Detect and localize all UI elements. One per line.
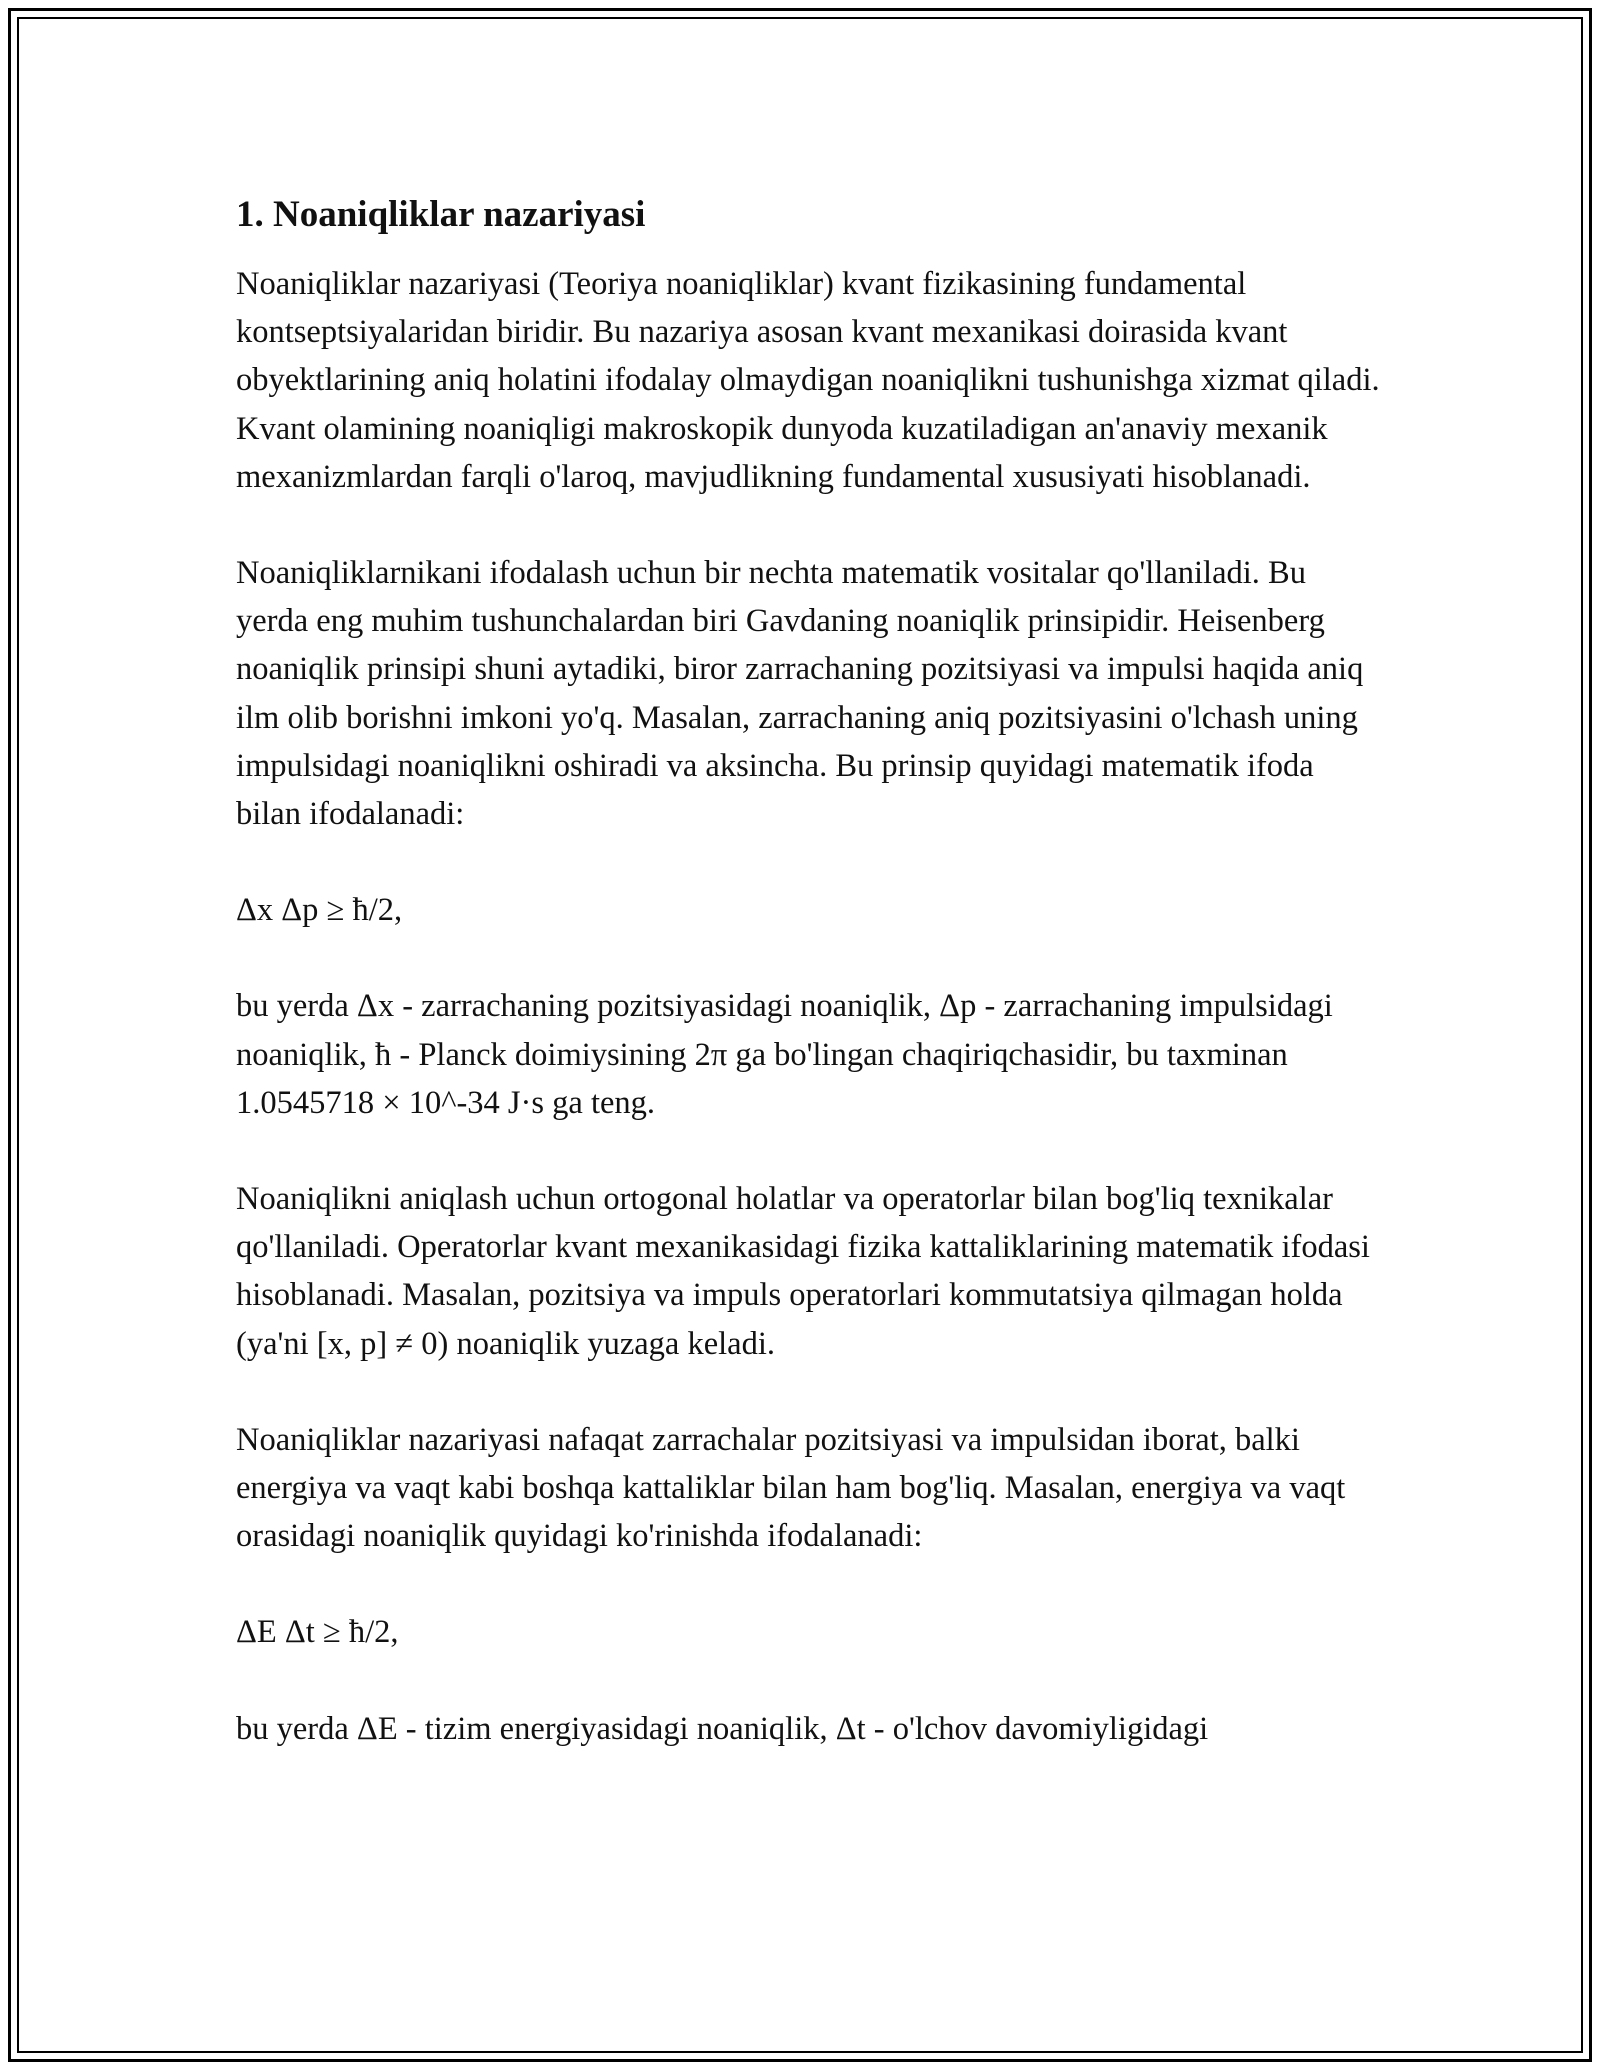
formula-position-momentum: Δx Δp ≥ ħ/2,	[236, 892, 403, 929]
paragraph-operators: Noaniqlikni aniqlash uchun ortogonal holatlar va operatorlar bilan bog'liq texnikalar qo'llaniladi. Operatorlar kvant mexanikasidagi fizika kattaliklarining matematik ifodasi hisoblanadi. Masalan, pozitsiya va impuls operatorlari kommutatsiya qilmagan holda (ya'ni [x, p] ≠ 0) noaniqlik yuzaga keladi.	[236, 1181, 1370, 1362]
paragraph-energy-time: Noaniqliklar nazariyasi nafaqat zarrachalar pozitsiyasi va impulsidan iborat, balki energiya va vaqt kabi boshqa kattaliklar bilan ham bog'liq. Masalan, energiya va vaqt orasidagi noaniqlik quyidagi ko'rinishda ifodalanadi:	[236, 1421, 1346, 1555]
paragraph-heisenberg: Noaniqliklarnikani ifodalash uchun bir nechta matematik vositalar qo'llaniladi. Bu yerda eng muhim tushunchalardan biri Gavdaning noaniqlik prinsipidir. Heisenberg noaniqlik prinsipi shuni aytadiki, biror zarrachaning pozitsiyasi va impulsi haqida aniq ilm olib borishni imkoni yo'q. Masalan, zarrachaning aniq pozitsiyasini o'lchash uning impulsidagi noaniqlikni oshiradi va aksincha. Bu prinsip quyidagi matematik ifoda bilan ifodalanadi:	[236, 555, 1364, 833]
formula-energy-time: ΔE Δt ≥ ħ/2,	[236, 1614, 399, 1651]
paragraph-energy-time-explanation: bu yerda ΔE - tizim energiyasidagi noaniqlik, Δt - o'lchov davomiyligidagi	[236, 1710, 1209, 1747]
section-heading: 1. Noaniqliklar nazariyasi	[236, 194, 646, 235]
paragraph-intro: Noaniqliklar nazariyasi (Teoriya noaniqliklar) kvant fizikasining fundamental kontseptsiyalaridan biridir. Bu nazariya asosan kvant mexanikasi doirasida kvant obyektlarining aniq holatini ifodalay olmaydigan noaniqlikni tushunishga xizmat qiladi. Kvant olamining noaniqligi makroskopik dunyoda kuzatiladigan an'anaviy mexanik mexanizmlardan farqli o'laroq, mavjudlikning fundamental xususiyati hisoblanadi.	[236, 266, 1380, 495]
paragraph-formula-explanation: bu yerda Δx - zarrachaning pozitsiyasidagi noaniqlik, Δp - zarrachaning impulsidagi noaniqlik, ħ - Planck doimiysining 2π ga bo'lingan chaqiriqchasidir, bu taxminan 1.0545718 × 10^-34 J·s ga teng.	[236, 988, 1333, 1121]
document-body	[236, 188, 1386, 1801]
